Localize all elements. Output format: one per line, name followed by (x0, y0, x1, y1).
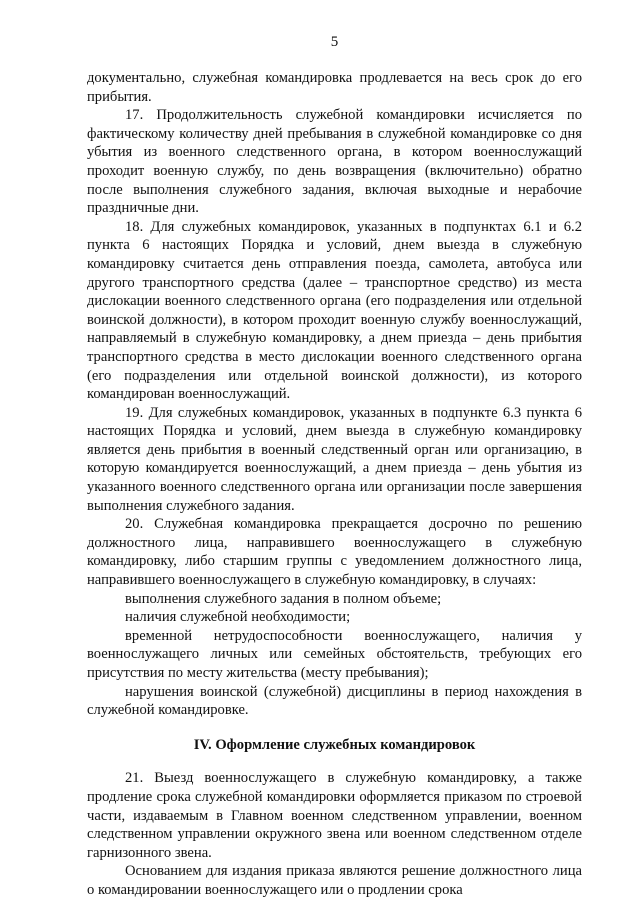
list-item-disability: временной нетрудоспособности военнослужащего, наличия у военнослужащего личных или семейных обстоятельств, требующих его присутствия по месту жительства (месту пребывания); (87, 627, 582, 681)
section-heading: IV. Оформление служебных командировок (193, 736, 476, 753)
paragraph-continuation: документально, служебная командировка продлевается на весь срок до его прибытия. (87, 70, 582, 105)
paragraph-17: 17. Продолжительность служебной командировки исчисляется по фактическому количеству дней пребывания в служебной командировке со дня убытия из военного следственного органа, в котором военнослужащий проходит военную службу, по день возвращения (включительно) обратно после выполнения служебного задания, включая выходные и нерабочие праздничные дни. (87, 107, 582, 217)
paragraph-18: 18. Для служебных командировок, указанных в подпунктах 6.1 и 6.2 пункта 6 настоящих Порядка и условий, днем выезда в служебную командировку считается день отправления поезда, самолета, автобуса или другого транспортного средства (далее – транспортное средство) из места дислокации военного следственного органа (его подразделения или отдельной воинской должности), в котором проходит военную службу военнослужащий, направляемый в служебную командировку, а днем приезда – день прибытия транспортного средства в место дислокации военного следственного органа (его подразделения или отдельной воинской должности), из которого командирован военнослужащий. (87, 218, 582, 403)
list-item-discipline: нарушения воинской (служебной) дисциплины в период нахождения в служебной командировке. (87, 683, 582, 719)
paragraph-19: 19. Для служебных командировок, указанных в подпункте 6.3 пункта 6 настоящих Порядка и условий, днем выезда в служебную командировку является день прибытия в военный следственный орган или организацию, в которую командируется военнослужащий, а днем приезда – день убытия из указанного военного следственного органа или организации после завершения выполнения служебного задания. (87, 404, 582, 514)
paragraph-basis: Основанием для издания приказа являются решение должностного лица о командировании военнослужащего или о продлении срока (87, 863, 582, 898)
list-item-necessity: наличия служебной необходимости; (125, 609, 351, 626)
paragraph-20: 20. Служебная командировка прекращается досрочно по решению должностного лица, направившего военнослужащего в служебную командировку, либо старшим группы с уведомлением должностного лица, направившего военнослужащего в служебную командировку, в случаях: (87, 516, 582, 589)
list-item-completion: выполнения служебного задания в полном объеме; (125, 590, 442, 607)
paragraph-21: 21. Выезд военнослужащего в служебную командировку, а также продление срока служебной командировки оформляется приказом по строевой части, издаваемым в Главном военном следственном управлении, военном следственном управлении окружного звена или военном следственном отделе гарнизонного звена. (87, 770, 582, 861)
page-number: 5 (330, 34, 339, 50)
